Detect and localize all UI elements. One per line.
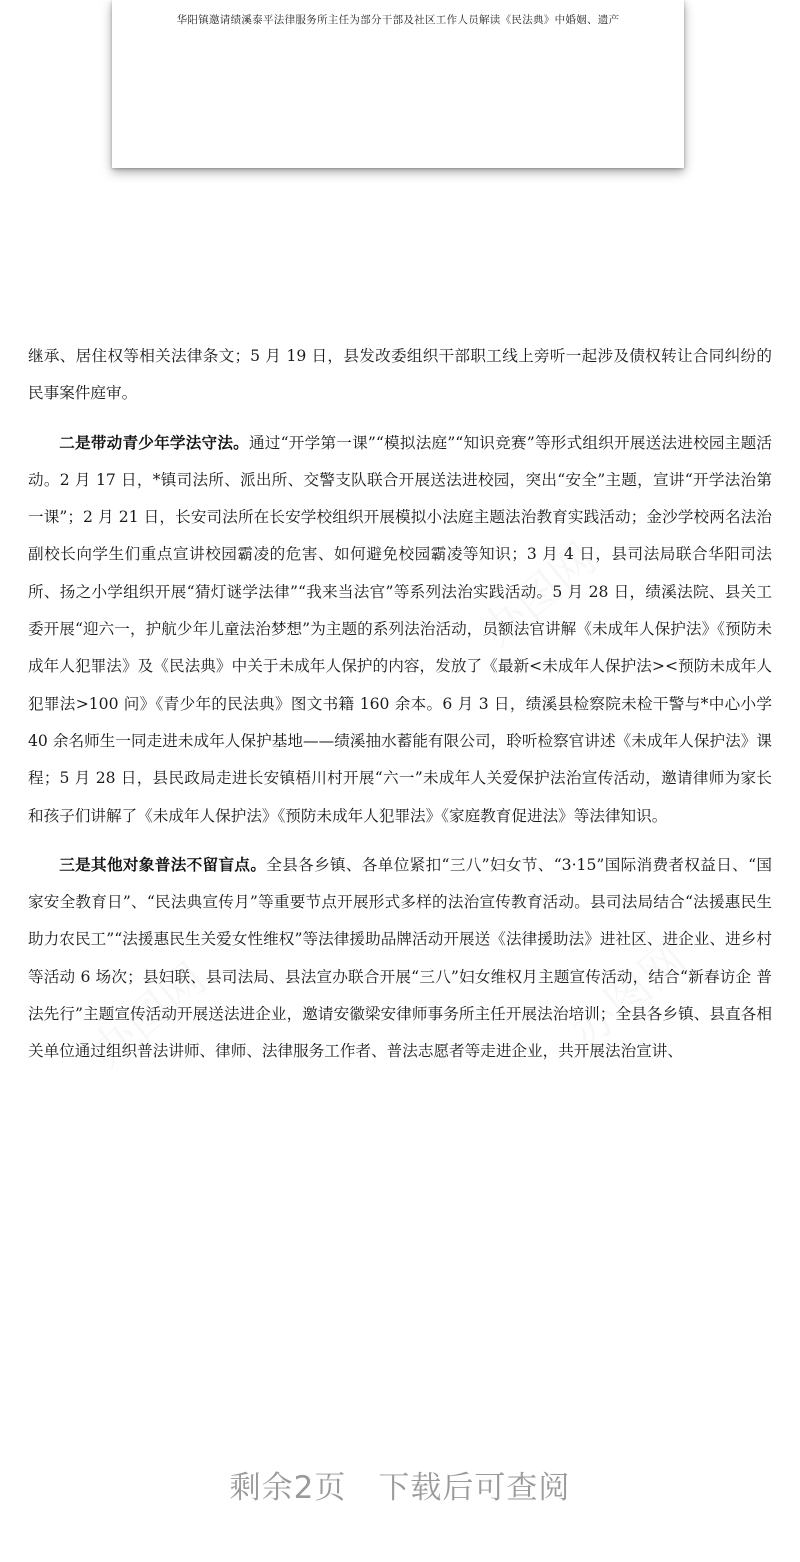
paragraph-text: 继承、居住权等相关法律条文；5 月 19 日，县发改委组织干部职工线上旁听一起涉及债权转让合同纠纷的民事案件庭审。 (28, 347, 772, 403)
paragraph-lead: 二是带动青少年学法守法。 (59, 432, 249, 452)
paragraph-continuation (28, 338, 772, 413)
paragraph-other-targets (28, 846, 772, 1071)
download-to-view-label: 下载后可查阅 (378, 1470, 571, 1506)
watermark: 办图网 (81, 953, 216, 1078)
image-caption: 华阳镇邀请绩溪泰平法律服务所主任为部分干部及社区工作人员解读《民法典》中婚姻、遗产 (176, 14, 620, 26)
remaining-pages-label: 剩余2页 (229, 1470, 347, 1506)
paragraph-lead: 三是其他对象普法不留盲点。 (59, 854, 267, 874)
watermark: 办图网 (471, 533, 606, 658)
download-prompt[interactable] (0, 1462, 800, 1507)
image-card (112, 0, 684, 168)
paragraph-text: 全县各乡镇、各单位紧扣“三八”妇女节、“3·15”国际消费者权益日、“国家安全教育日”、“民法典宣传月”等重要节点开展形式多样的法治宣传教育活动。县司法局结合“法援惠民生助力农民工”“法援惠民生关爱女性维权”等法律援助品牌活动开展送《法律援助法》进社区、进企业、进乡村等活动 6 场次；县妇联、县司法局、县法宣办联合开展“三八”妇女维权月主题宣传活动，结合“新春访企 普法先行”主题宣传活动开展送法进企业，邀请安徽梁安律师事务所主任开展法治培训；全县各乡镇、县直各相关单位通过组织普法讲师、律师、法律服务工作者、普法志愿者等走进企业，共开展法治宣讲、 (28, 855, 772, 1061)
paragraph-text: 通过“开学第一课”“模拟法庭”“知识竞赛”等形式组织开展送法进校园主题活动。2 月 17 日，*镇司法所、派出所、交警支队联合开展送法进校园，突出“安全”主题，宣讲“开学法治第一课”；2 月 21 日，长安司法所在长安学校组织开展模拟小法庭主题法治教育实践活动；金沙学校两名法治副校长向学生们重点宣讲校园霸凌的危害、如何避免校园霸凌等知识；3 月 4 日，县司法局联合华阳司法所、扬之小学组织开展“猜灯谜学法律”“我来当法官”等系列法治实践活动。5 月 28 日，绩溪法院、县关工委开展“迎六一，护航少年儿童法治梦想”为主题的系列法治活动，员额法官讲解《未成年人保护法》《预防未成年人犯罪法》及《民法典》中关于未成年人保护的内容，发放了《最新<未成年人保护法><预防未成年人犯罪法>100 问》《青少年的民法典》图文书籍 160 余本。6 月 3 日，绩溪县检察院未检干警与*中心小学 40 余名师生一同走进未成年人保护基地——绩溪抽水蓄能有限公司，聆听检察官讲述《未成年人保护法》课程；5 月 28 日，县民政局走进长安镇梧川村开展“六一”未成年人关爱保护法治宣传活动，邀请律师为家长和孩子们讲解了《未成年人保护法》《预防未成年人犯罪法》《家庭教育促进法》等法律知识。 (28, 433, 772, 825)
watermark: 办图网 (561, 933, 696, 1058)
document-body (28, 338, 772, 1071)
paragraph-youth-law (28, 424, 772, 835)
